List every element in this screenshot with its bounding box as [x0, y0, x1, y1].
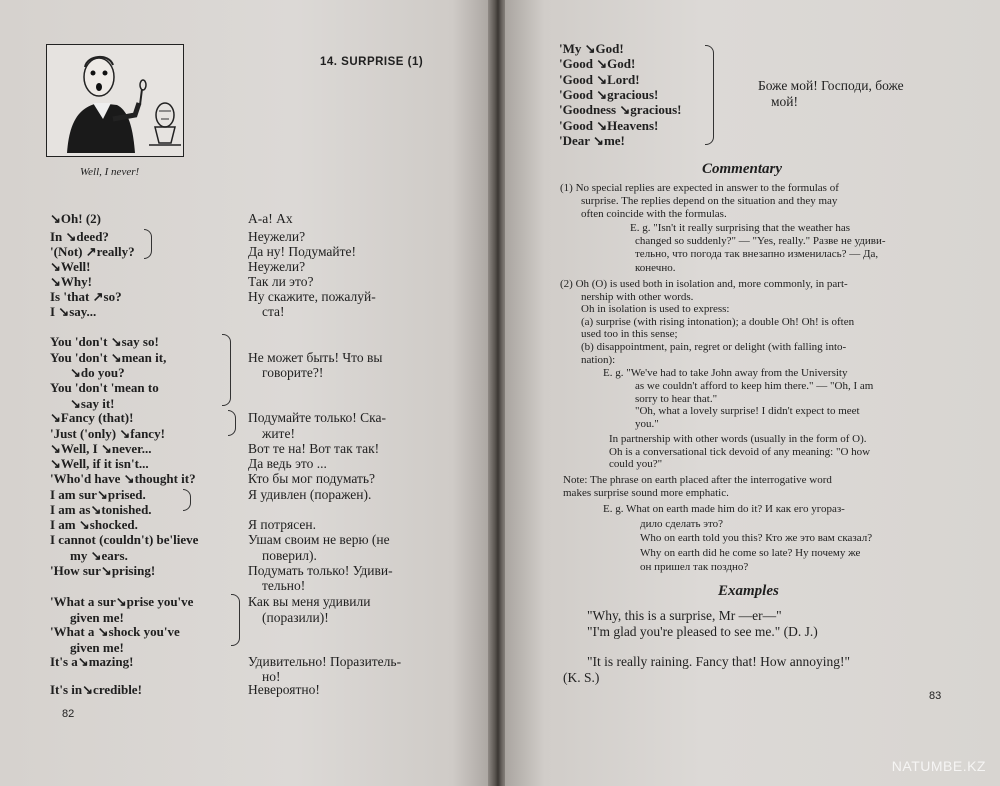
surprised-man-drawing — [47, 45, 182, 155]
bracket — [144, 229, 152, 259]
commentary-line: changed so suddenly?" — "Yes, really." Разве не удиви- — [635, 235, 886, 248]
phrase-english: ↘Why! — [50, 274, 92, 289]
watermark: NATUMBE.KZ — [891, 758, 986, 774]
phrase-russian: ста! — [262, 304, 285, 319]
commentary-line: surprise. The replies depend on the situation and they may — [581, 195, 838, 208]
phrase-russian: Неужели? — [248, 259, 306, 274]
left-page — [0, 0, 492, 786]
commentary-line: nation): — [581, 353, 616, 366]
example-line: (K. S.) — [563, 670, 600, 685]
commentary-line: (1) No special replies are expected in answer to the formulas of — [560, 182, 839, 194]
exclamation-item: 'Good ↘Heavens! — [559, 117, 659, 133]
commentary-line: could you?" — [609, 458, 663, 471]
phrase-russian: Кто бы мог подумать? — [248, 471, 376, 486]
phrase-russian: тельно! — [262, 578, 306, 593]
commentary-title: Commentary — [702, 161, 783, 177]
phrase-english: 'Who'd have ↘thought it? — [50, 471, 196, 486]
phrase-russian: Вот те на! Вот так так! — [248, 441, 380, 456]
phrase-russian: (поразили)! — [262, 610, 329, 625]
phrase-english: 'What a ↘shock you've — [50, 624, 180, 639]
exclamation-item: 'Good ↘God! — [559, 56, 636, 72]
exclamation-item: 'Good ↘gracious! — [559, 86, 659, 102]
phrase-english: I am as↘tonished. — [50, 502, 152, 517]
commentary-line: sorry to hear that." — [635, 392, 718, 405]
phrase-english: 'How sur↘prising! — [50, 563, 156, 578]
page-number: 82 — [62, 708, 75, 720]
commentary-line: as we couldn't afford to keep him there." — "Oh, I am — [635, 379, 874, 392]
phrase-russian: Я удивлен (поражен). — [248, 487, 372, 502]
bracket — [231, 594, 240, 646]
phrase-english: I am sur↘prised. — [50, 487, 146, 502]
commentary-line: (a) surprise (with rising intonation); a double Oh! Oh! is often — [581, 315, 855, 328]
phrase-english: ↘do you? — [70, 365, 125, 380]
bracket — [222, 334, 231, 406]
phrase-russian: поверил). — [262, 548, 317, 563]
phrase-russian: Подумать только! Удиви- — [248, 563, 393, 578]
commentary-line: E. g. "We've had to take John away from the University — [603, 367, 848, 379]
commentary-line: In partnership with other words (usually in the form of O). — [609, 433, 867, 445]
commentary-line: you." — [635, 418, 659, 431]
commentary-line: "Oh, what a lovely surprise! I didn't expect to meet — [635, 405, 860, 418]
example-line: "It is really raining. Fancy that! How annoying!" — [587, 654, 850, 669]
page-number: 83 — [929, 690, 942, 702]
phrase-russian: Не может быть! Что вы — [248, 350, 383, 365]
commentary-line: он пришел так поздно? — [640, 561, 749, 573]
phrase-english: You 'don't ↘mean it, — [50, 350, 167, 365]
commentary-line: nership with other words. — [581, 290, 694, 303]
example-line: "I'm glad you're pleased to see me." (D. J.) — [587, 624, 818, 639]
phrase-english: I ↘say... — [50, 304, 97, 319]
bracket — [183, 489, 191, 511]
phrase-russian: Невероятно! — [248, 682, 320, 697]
phrase-russian: А-а! Ах — [248, 211, 293, 226]
translation-line: Боже мой! Господи, боже — [758, 78, 904, 93]
phrase-english: given me! — [70, 640, 124, 655]
phrase-russian: Да ведь это ... — [248, 456, 327, 471]
section-heading: 14. SURPRISE (1) — [320, 56, 424, 68]
exclamation-item: 'Dear ↘me! — [559, 132, 625, 148]
phrase-russian: Я потрясен. — [248, 517, 316, 532]
commentary-line: makes surprise sound more emphatic. — [563, 487, 729, 499]
exclamation-item: 'Good ↘Lord! — [559, 71, 640, 87]
right-page — [505, 0, 1000, 786]
phrase-russian: Ну скажите, пожалуй- — [248, 289, 376, 304]
phrase-russian: Подумайте только! Ска- — [248, 410, 387, 425]
commentary-line: дило сделать это? — [640, 517, 724, 530]
phrase-russian: говорите?! — [262, 365, 324, 380]
phrase-russian: Так ли это? — [248, 274, 314, 289]
phrase-english: Is 'that ↗so? — [50, 289, 122, 304]
phrase-english: You 'don't ↘say so! — [50, 334, 159, 349]
phrase-english: It's in↘credible! — [50, 682, 142, 697]
bracket — [705, 45, 714, 145]
phrase-russian: Удивительно! Поразитель- — [248, 654, 402, 669]
commentary-line: конечно. — [635, 261, 676, 274]
illustration-caption: Well, I never! — [80, 166, 140, 178]
commentary-line: (b) disappointment, pain, regret or delight (with falling into- — [581, 341, 847, 353]
phrase-english: It's a↘mazing! — [50, 654, 134, 669]
phrase-english: ↘Oh! (2) — [50, 211, 101, 226]
commentary-line: E. g. "Isn't it really surprising that the weather has — [630, 222, 850, 234]
commentary-line: Oh is a conversational tick devoid of any meaning: "O how — [609, 445, 871, 458]
commentary-line: Oh in isolation is used to express: — [581, 303, 730, 316]
commentary-line: used too in this sense; — [581, 328, 678, 341]
exclamation-item: 'My ↘God! — [559, 41, 624, 56]
commentary-line: (2) Oh (O) is used both in isolation and, more commonly, in part- — [560, 278, 848, 290]
commentary-line: Note: The phrase on earth placed after the interrogative word — [563, 474, 832, 486]
commentary-line: Who on earth told you this? Кто же это вам сказал? — [640, 532, 873, 544]
phrase-english: ↘say it! — [70, 396, 115, 411]
commentary-line: тельно, что погода так внезапно изменилась? — Да, — [635, 248, 879, 261]
phrase-english: ↘Well! — [50, 259, 91, 274]
phrase-russian: Как вы меня удивили — [248, 594, 371, 609]
phrase-russian: Да ну! Подумайте! — [248, 244, 357, 259]
phrase-english: I am ↘shocked. — [50, 517, 138, 532]
phrase-english: You 'don't 'mean to — [50, 380, 159, 395]
phrase-english: ↘Fancy (that)! — [50, 410, 134, 425]
examples-title: Examples — [718, 583, 779, 599]
cartoon-illustration — [46, 44, 184, 157]
commentary-line: Why on earth did he come so late? Ну почему же — [640, 546, 861, 559]
phrase-english: I cannot (couldn't) be'lieve — [50, 532, 199, 547]
bracket — [228, 410, 236, 436]
phrase-english: In ↘deed? — [50, 229, 109, 244]
phrase-russian: Неужели? — [248, 229, 306, 244]
phrase-english: 'What a sur↘prise you've — [50, 594, 194, 609]
phrase-english: 'Just ('only) ↘fancy! — [50, 426, 165, 441]
phrase-english: my ↘ears. — [70, 548, 128, 563]
commentary-line: often coincide with the formulas. — [581, 208, 727, 221]
exclamation-item: 'Goodness ↘gracious! — [559, 102, 682, 118]
translation-line: мой! — [771, 94, 799, 109]
phrase-russian: но! — [262, 669, 281, 684]
phrase-english: '(Not) ↗really? — [50, 244, 135, 259]
phrase-russian: жите! — [262, 426, 295, 441]
commentary-line: E. g. What on earth made him do it? И как его угораз- — [603, 503, 845, 515]
example-line: "Why, this is a surprise, Mr —er—" — [587, 608, 782, 623]
phrase-english: given me! — [70, 610, 124, 625]
phrase-english: ↘Well, I ↘never... — [50, 441, 152, 456]
phrase-english: ↘Well, if it isn't... — [50, 456, 149, 471]
phrase-russian: Ушам своим не верю (не — [248, 532, 390, 547]
